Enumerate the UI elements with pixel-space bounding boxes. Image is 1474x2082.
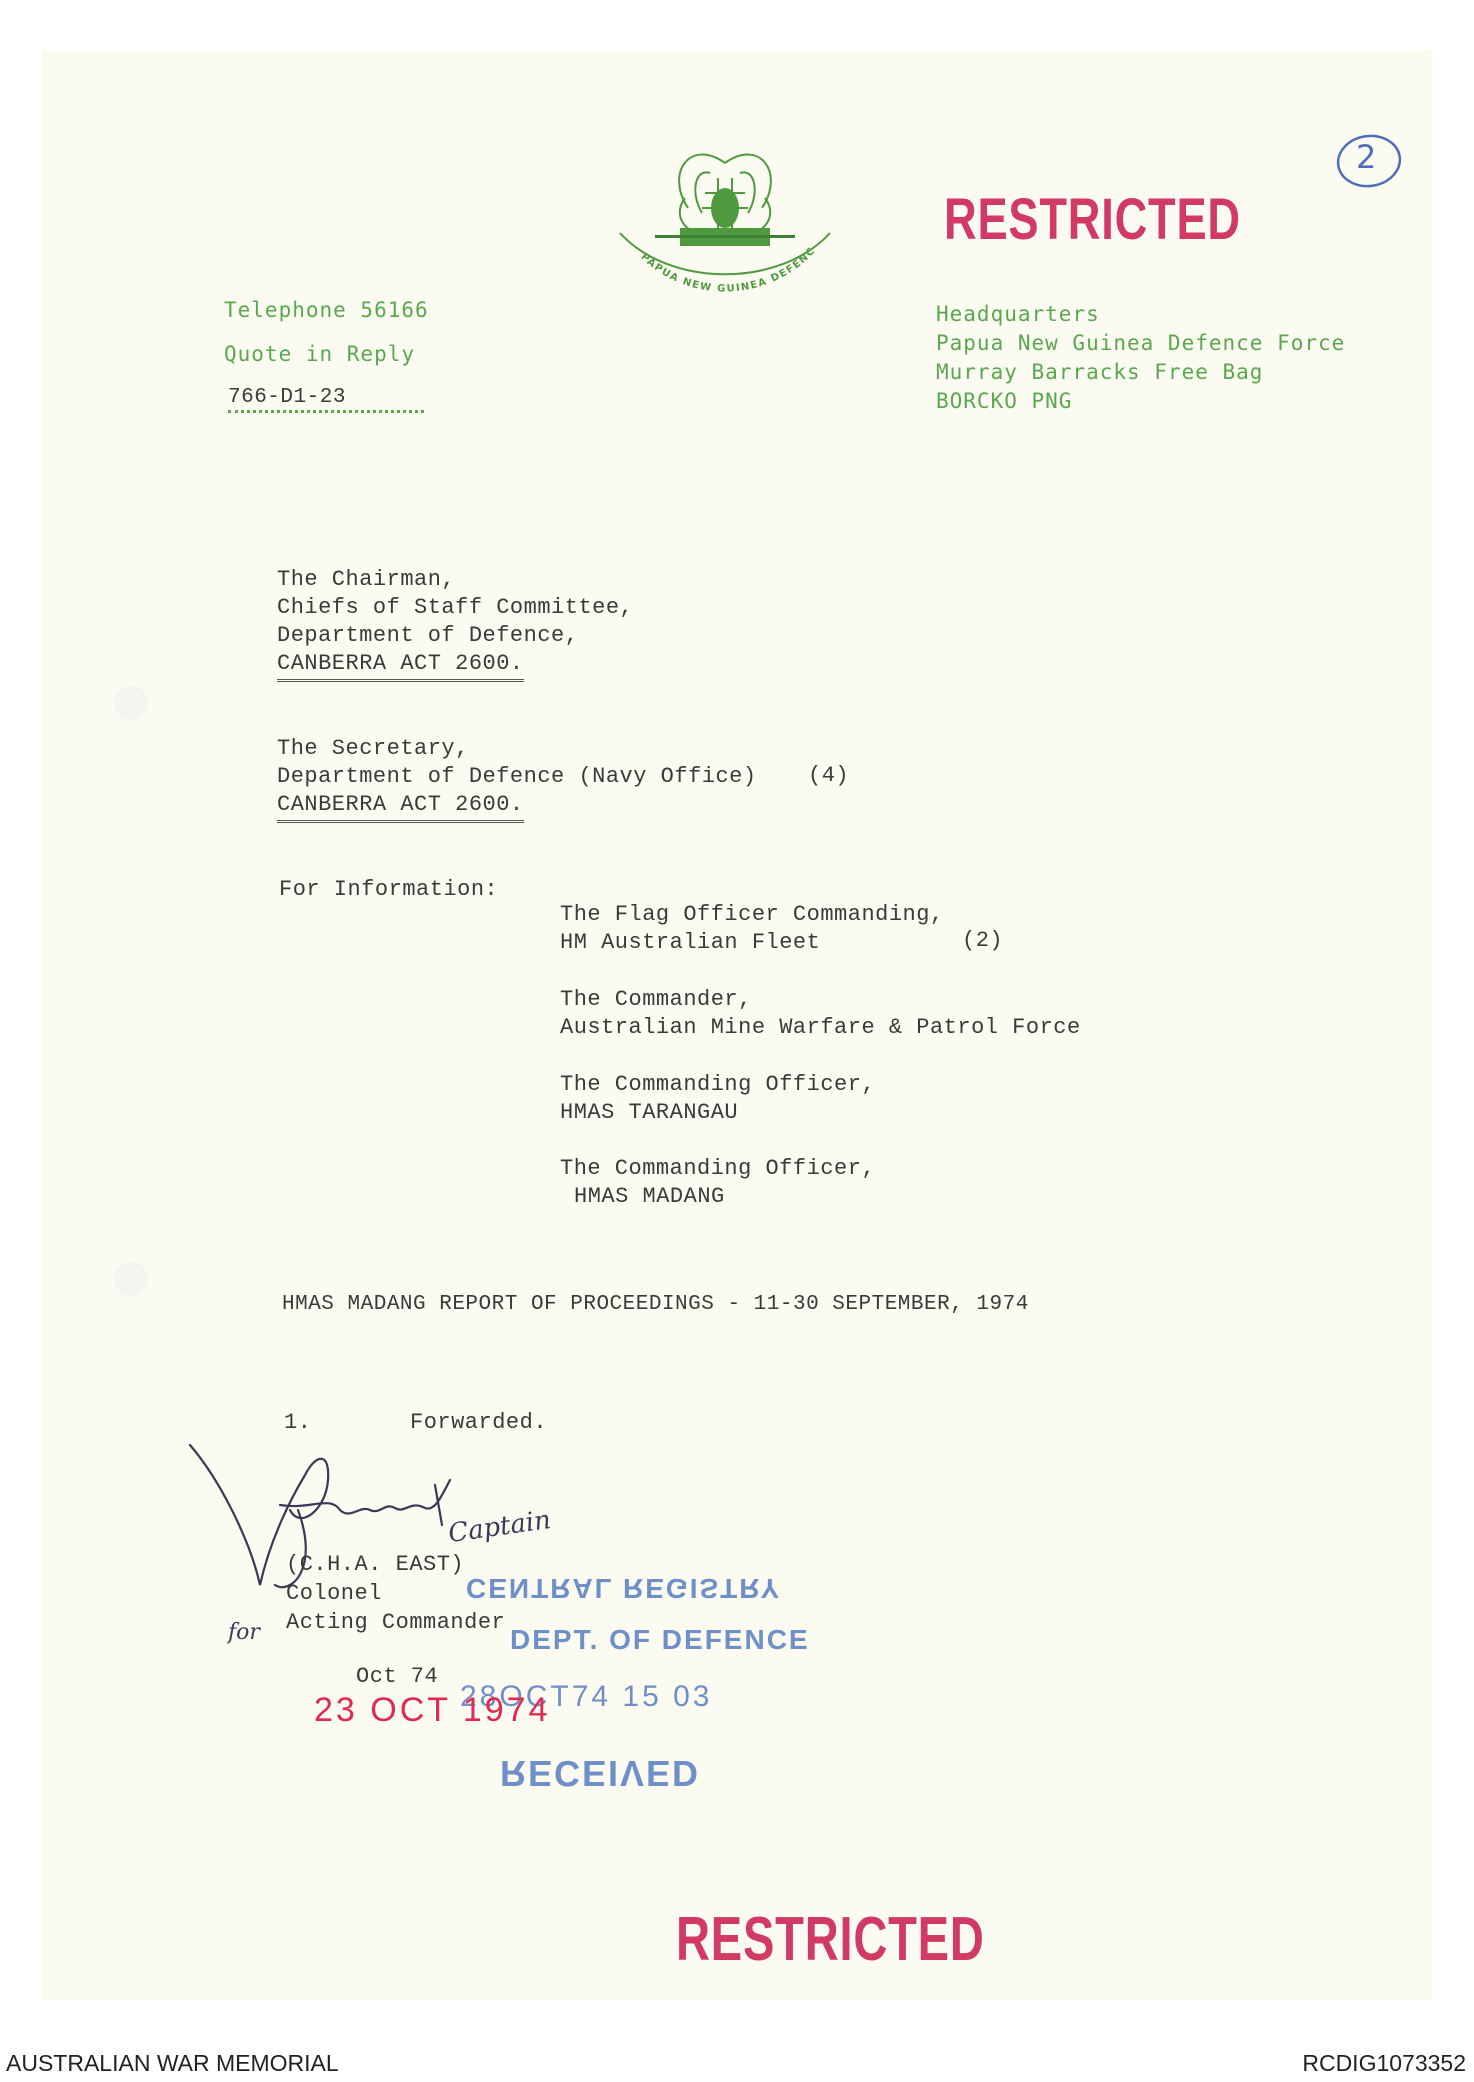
address-line: Papua New Guinea Defence Force bbox=[936, 331, 1346, 355]
info-recipient bbox=[560, 1155, 875, 1211]
punch-hole bbox=[114, 1262, 148, 1296]
address-line: Headquarters bbox=[936, 302, 1100, 326]
subject-line: HMAS MADANG REPORT OF PROCEEDINGS - 11-30 SEPTEMBER, 1974 bbox=[282, 1293, 1029, 1316]
recipient-line: The Chairman, bbox=[277, 567, 456, 592]
secretary-copies: (4) bbox=[808, 763, 850, 788]
registry-stamp-line2: DEPT. OF DEFENCE bbox=[510, 1624, 810, 1655]
restricted-stamp-bottom: RESTRICTED bbox=[676, 1905, 985, 1974]
circled-page-number bbox=[1334, 132, 1404, 190]
registry-stamp-date: 28OCT74 15 03 bbox=[460, 1680, 713, 1713]
info-line: The Commander, bbox=[560, 987, 752, 1012]
info-line: The Flag Officer Commanding, bbox=[560, 902, 944, 927]
quote-in-reply: Quote in Reply bbox=[224, 342, 416, 366]
received-stamp: RECEIVED bbox=[500, 1753, 701, 1794]
emblem-text: PAPUA NEW GUINEA DEFENC bbox=[638, 245, 818, 295]
circled-number-text: 2 bbox=[1356, 138, 1377, 176]
telephone-line: Telephone 56166 bbox=[224, 298, 429, 322]
signatory-rank: Colonel bbox=[286, 1581, 382, 1606]
pngdf-emblem bbox=[610, 138, 840, 308]
signature-date: Oct 74 bbox=[356, 1664, 439, 1689]
info-line: HM Australian Fleet bbox=[560, 930, 821, 955]
punch-hole bbox=[114, 686, 148, 720]
recipient-secretary bbox=[277, 735, 757, 823]
red-date-stamp: 23 OCT 1974 bbox=[314, 1691, 551, 1729]
footer-record-id: RCDIG1073352 bbox=[1302, 2050, 1466, 2076]
recipient-line: The Secretary, bbox=[277, 736, 469, 761]
info-copies: (2) bbox=[962, 928, 1004, 953]
info-recipient bbox=[560, 901, 944, 957]
reference-dotted-line bbox=[228, 410, 424, 413]
signatory-title: Acting Commander bbox=[286, 1610, 506, 1635]
for-information-label: For Information: bbox=[279, 877, 499, 902]
hq-address bbox=[936, 300, 1345, 416]
signatory-name: (C.H.A. EAST) bbox=[286, 1552, 465, 1577]
info-recipient bbox=[560, 1071, 875, 1127]
recipient-line: Chiefs of Staff Committee, bbox=[277, 595, 634, 620]
recipient-chairman bbox=[277, 566, 633, 682]
recipient-line: CANBERRA ACT 2600. bbox=[277, 791, 524, 823]
restricted-stamp-top: RESTRICTED bbox=[944, 187, 1241, 252]
info-line: HMAS MADANG bbox=[574, 1184, 725, 1209]
reference-number: 766-D1-23 bbox=[228, 386, 346, 409]
info-line: The Commanding Officer, bbox=[560, 1156, 876, 1181]
handwritten-rank: Captain bbox=[446, 1504, 553, 1550]
address-line: Murray Barracks Free Bag bbox=[936, 360, 1264, 384]
recipient-line: Department of Defence (Navy Office) bbox=[277, 764, 757, 789]
info-line: The Commanding Officer, bbox=[560, 1072, 876, 1097]
paragraph-number: 1. bbox=[284, 1410, 312, 1435]
info-line: HMAS TARANGAU bbox=[560, 1100, 739, 1125]
info-recipient bbox=[560, 986, 1081, 1042]
info-line: Australian Mine Warfare & Patrol Force bbox=[560, 1015, 1081, 1040]
registry-stamp-line1: CENTRAL REGISTRY bbox=[466, 1573, 782, 1604]
recipient-line: Department of Defence, bbox=[277, 623, 579, 648]
paragraph-text: Forwarded. bbox=[410, 1410, 548, 1435]
address-line: BORCKO PNG bbox=[936, 389, 1073, 413]
handwritten-for: for bbox=[228, 1620, 260, 1645]
recipient-line: CANBERRA ACT 2600. bbox=[277, 650, 524, 682]
bird-of-paradise-emblem-icon bbox=[610, 138, 840, 308]
footer-archive-name: AUSTRALIAN WAR MEMORIAL bbox=[6, 2050, 339, 2076]
